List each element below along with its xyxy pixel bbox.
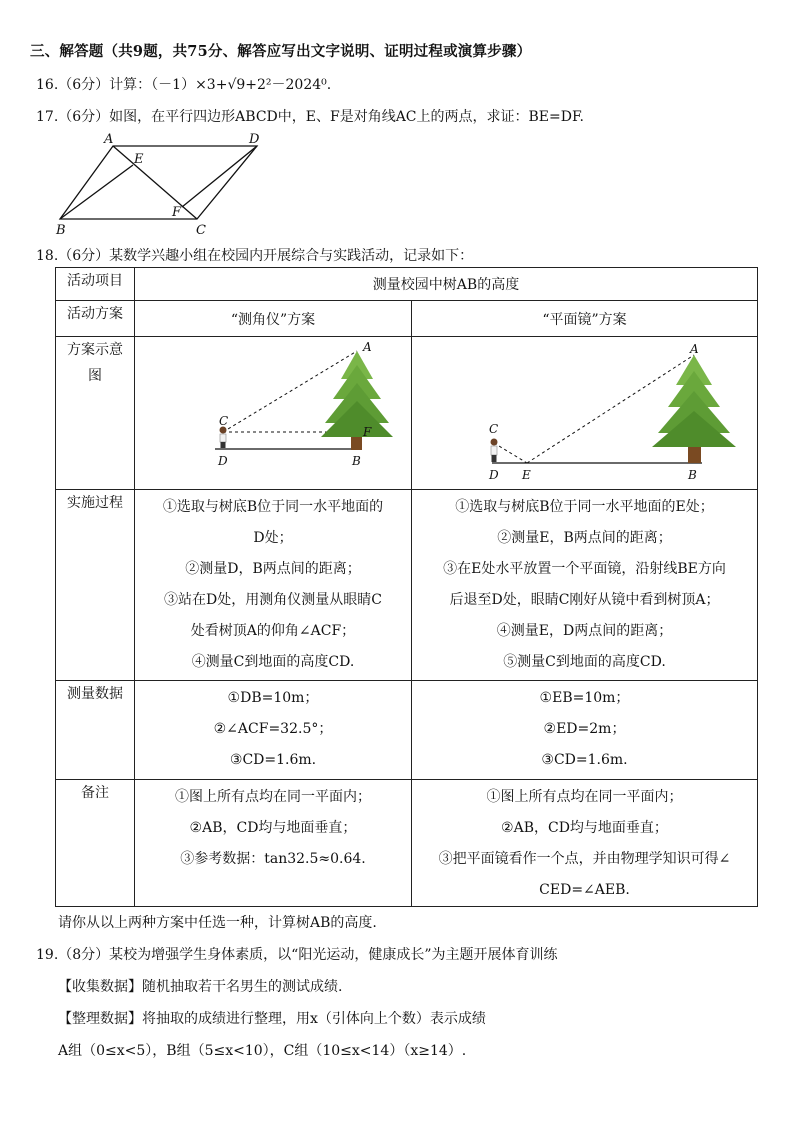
- person-icon: [491, 439, 498, 463]
- svg-text:B: B: [688, 468, 697, 482]
- row-label-data: 测量数据: [56, 681, 135, 780]
- svg-text:F: F: [363, 425, 372, 439]
- row-label-project: 活动项目: [56, 268, 135, 301]
- label-C: C: [196, 223, 206, 238]
- row-label-note: 备注: [56, 780, 135, 907]
- row-label-diagram: 方案示意图: [56, 337, 135, 490]
- svg-text:C: C: [219, 414, 229, 428]
- row-label-process: 实施过程: [56, 490, 135, 681]
- svg-text:B: B: [352, 454, 361, 468]
- project-value: 测量校园中树AB的高度: [135, 268, 758, 301]
- question-17: 17.（6分）如图，在平行四边形ABCD中，E、F是对角线AC上的两点，求证：BE=DF.: [36, 109, 584, 125]
- data-2: ①EB=10m； ②ED=2m； ③CD=1.6m.: [412, 681, 758, 780]
- organize-data: 【整理数据】将抽取的成绩进行整理，用x（引体向上个数）表示成绩: [58, 1011, 486, 1027]
- question-18-footer: 请你从以上两种方案中任选一种，计算树AB的高度.: [58, 915, 377, 931]
- mirror-diagram: [412, 337, 757, 485]
- label-D: D: [249, 132, 260, 147]
- data-1: ①DB=10m； ②∠ACF=32.5°； ③CD=1.6m.: [135, 681, 412, 780]
- tree-icon: [652, 355, 736, 463]
- svg-text:D: D: [489, 468, 499, 482]
- label-B: B: [56, 223, 66, 238]
- note-2: ①图上所有点均在同一平面内； ②AB，CD均与地面垂直； ③把平面镜看作一个点，并由物理学知识可得∠ CED=∠AEB.: [412, 780, 758, 907]
- group-ranges: A组（0≤x<5），B组（5≤x<10），C组（10≤x<14）（x≥14）.: [58, 1043, 467, 1059]
- label-E: E: [134, 152, 144, 167]
- label-A: A: [104, 132, 114, 147]
- svg-text:C: C: [489, 422, 499, 436]
- question-18-intro: 18.（6分）某数学兴趣小组在校园内开展综合与实践活动，记录如下：: [36, 248, 474, 264]
- label-F: F: [172, 205, 182, 220]
- process-2: ①选取与树底B位于同一水平地面的E处； ②测量E，B两点间的距离； ③在E处水平放置一个平面镜，沿射线BE方向 后退至D处，眼睛C刚好从镜中看到树顶A； ④测量E，D两点间的距离； ⑤测量C到地面的高度CD.: [412, 490, 758, 681]
- note-1: ①图上所有点均在同一平面内； ②AB，CD均与地面垂直； ③参考数据：tan32.5≈0.64.: [135, 780, 412, 907]
- row-label-plan: 活动方案: [56, 301, 135, 337]
- svg-text:A: A: [690, 342, 699, 356]
- svg-text:D: D: [218, 454, 228, 468]
- parallelogram-figure: [50, 130, 280, 240]
- activity-table: [55, 267, 758, 907]
- process-1: ①选取与树底B位于同一水平地面的 D处； ②测量D，B两点间的距离； ③站在D处，用测角仪测量从眼睛C 处看树顶A的仰角∠ACF； ④测量C到地面的高度CD.: [135, 490, 412, 681]
- question-16: 16.（6分）计算：（－1）×3+√9+2²－2024⁰.: [36, 77, 332, 93]
- svg-text:A: A: [363, 340, 372, 354]
- person-icon: [220, 427, 227, 449]
- collect-data: 【收集数据】随机抽取若干名男生的测试成绩.: [58, 979, 343, 995]
- plan-2: “平面镜”方案: [412, 301, 758, 337]
- diagram-1: [135, 337, 412, 490]
- plan-1: “测角仪”方案: [135, 301, 412, 337]
- section-title: 三、解答题（共9题，共75分、解答应写出文字说明、证明过程或演算步骤）: [30, 43, 532, 60]
- diagram-2: [412, 337, 758, 490]
- svg-text:E: E: [522, 468, 531, 482]
- question-19-intro: 19.（8分）某校为增强学生身体素质，以“阳光运动，健康成长”为主题开展体育训练: [36, 947, 558, 963]
- angle-meter-diagram: [135, 337, 411, 485]
